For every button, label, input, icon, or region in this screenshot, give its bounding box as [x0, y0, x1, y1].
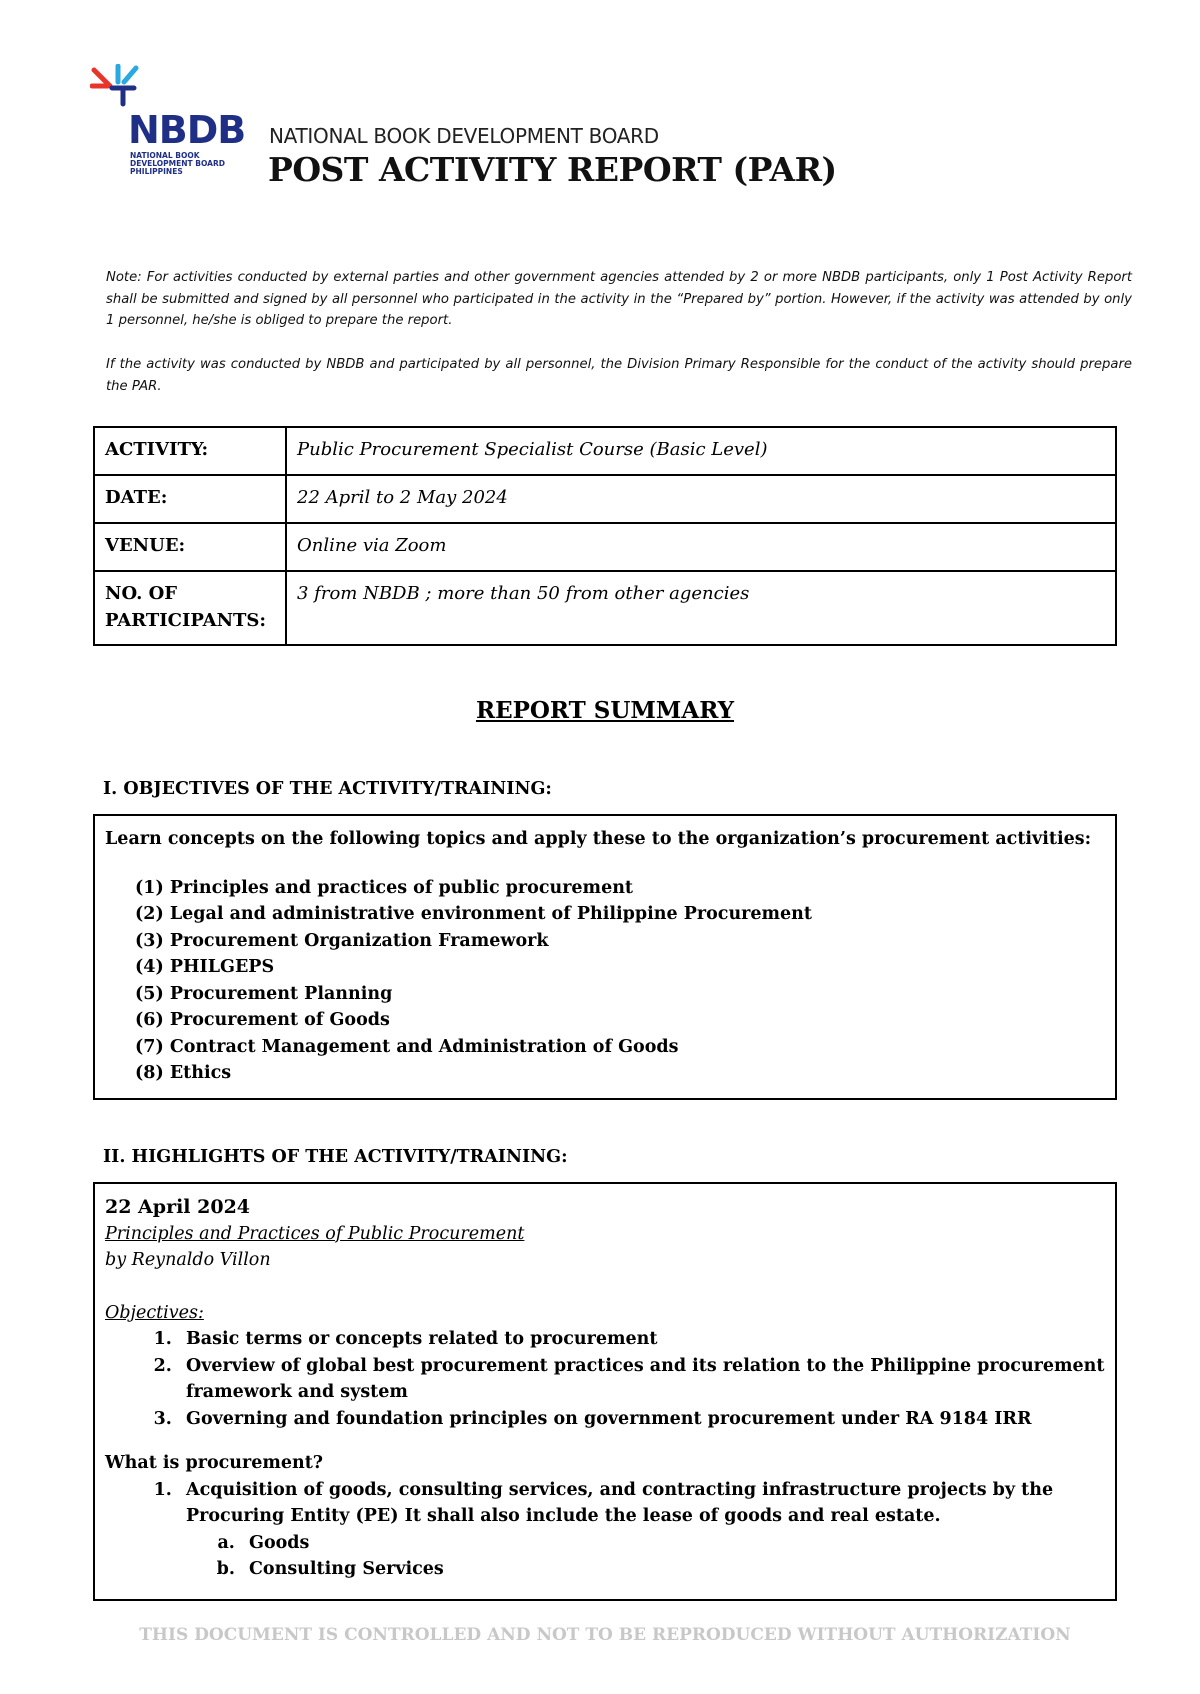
objectives-intro: Learn concepts on the following topics and apply these to the organization’s procurement activities:	[105, 829, 1092, 849]
objectives-heading: I. OBJECTIVES OF THE ACTIVITY/TRAINING:	[103, 779, 552, 799]
highlights-heading: II. HIGHLIGHTS OF THE ACTIVITY/TRAINING:	[103, 1147, 568, 1167]
procurement-question: What is procurement?	[105, 1453, 324, 1473]
list-item: (1) Principles and practices of public procurement	[135, 877, 634, 898]
list-item: (5) Procurement Planning	[135, 983, 393, 1004]
list-item: (4) PHILGEPS	[135, 957, 275, 977]
objectives-box	[93, 814, 1117, 1100]
logo-text: NBDB	[128, 108, 246, 152]
venue-label: VENUE:	[94, 523, 286, 571]
list-item: (2) Legal and administrative environment of Philippine Procurement	[135, 904, 812, 924]
date-value: 22 April to 2 May 2024	[286, 475, 1116, 523]
participants-value: 3 from NBDB ; more than 50 from other agencies	[286, 571, 1116, 645]
page-title: POST ACTIVITY REPORT (PAR)	[268, 150, 837, 189]
report-summary-title: REPORT SUMMARY	[475, 697, 735, 724]
list-item: (7) Contract Management and Administration of Goods	[135, 1036, 679, 1057]
activity-label: ACTIVITY:	[94, 427, 286, 475]
table-row	[94, 427, 1116, 475]
list-item: 2. Overview of global best procurement practices and its relation to the Philippine procurement framework and system	[178, 1353, 1105, 1406]
procurement-definition-list	[105, 1477, 1105, 1583]
objectives-label: Objectives:	[105, 1302, 204, 1323]
list-item: (8) Ethics	[135, 1063, 232, 1083]
note-nbdb-activities: If the activity was conducted by NBDB and participated by all personnel, the Division Primary Responsible for the conduct of the activity should prepare the PAR.	[106, 357, 1132, 394]
footer-disclaimer: THIS DOCUMENT IS CONTROLLED AND NOT TO BE REPRODUCED WITHOUT AUTHORIZATION	[139, 1625, 1071, 1645]
table-row	[94, 475, 1116, 523]
list-item	[178, 1477, 1105, 1583]
procurement-types-list	[186, 1530, 1105, 1583]
session-title: Principles and Practices of Public Procurement	[105, 1223, 525, 1244]
list-item: b. Consulting Services	[241, 1556, 1105, 1583]
list-item: (6) Procurement of Goods	[135, 1010, 390, 1030]
session-objectives-list	[105, 1326, 1105, 1432]
table-row	[94, 571, 1116, 645]
nbdb-logo	[90, 64, 260, 184]
session-speaker: by Reynaldo Villon	[105, 1250, 271, 1270]
list-item: 1. Basic terms or concepts related to procurement	[178, 1326, 1105, 1353]
venue-value: Online via Zoom	[286, 523, 1116, 571]
session-date: 22 April 2024	[105, 1196, 251, 1218]
logo-subtitle: NATIONAL BOOK DEVELOPMENT BOARD PHILIPPINES	[130, 151, 225, 176]
participants-label: NO. OF PARTICIPANTS:	[94, 571, 286, 645]
list-item: 3. Governing and foundation principles on government procurement under RA 9184 IRR	[178, 1406, 1105, 1433]
activity-value: Public Procurement Specialist Course (Basic Level)	[286, 427, 1116, 475]
activity-info-table	[93, 426, 1117, 646]
table-row	[94, 523, 1116, 571]
date-label: DATE:	[94, 475, 286, 523]
note-external-activities: Note: For activities conducted by external parties and other government agencies attended by 2 or more NBDB participants, only 1 Post Activity Report shall be submitted and signed by all personnel who participated in the activity in the “Prepared by” portion. However, if the activity was attended by only 1 personnel, he/she is obliged to prepare the report.	[106, 270, 1132, 328]
topics-list	[105, 875, 1105, 1087]
list-item: a. Goods	[241, 1530, 1105, 1557]
procurement-definition: Acquisition of goods, consulting services, and contracting infrastructure projects by the Procuring Entity (PE) It shall also include the lease of goods and real estate.	[186, 1479, 1054, 1526]
organization-name: NATIONAL BOOK DEVELOPMENT BOARD	[269, 124, 659, 148]
list-item: (3) Procurement Organization Framework	[135, 930, 549, 951]
highlights-box	[93, 1182, 1117, 1601]
